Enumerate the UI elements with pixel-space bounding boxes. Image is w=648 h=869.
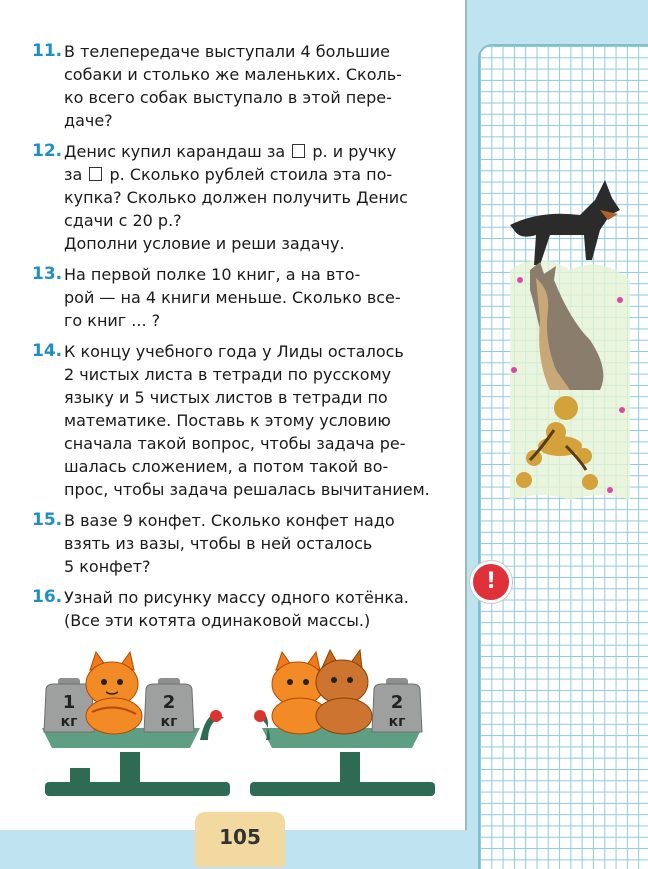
text-part: р. Сколько рублей стоила эта по- [109, 165, 393, 184]
task-13 [32, 263, 442, 332]
text-line: В телепередаче выступали 4 большие [64, 42, 390, 61]
text-line: (Все эти котята одинаковой массы.) [64, 611, 371, 630]
text-line: шалась сложением, а потом такой во- [64, 457, 389, 476]
blank-box [89, 167, 102, 181]
task-number: 11. [32, 41, 63, 61]
doberman-icon [510, 180, 620, 265]
text-line: прос, чтобы задача решалась вычитанием. [64, 480, 430, 499]
text-line: 5 конфет? [64, 557, 151, 576]
text-line: На первой полке 10 книг, а на вто- [64, 265, 361, 284]
weight-unit: кг [160, 714, 178, 730]
text-line: сдачи с 20 р.? [64, 211, 182, 230]
scales-illustration [40, 640, 440, 810]
text-line: купка? Сколько должен получить Денис [64, 188, 408, 207]
right-scale [250, 650, 435, 796]
kitten-icon [86, 652, 142, 734]
text-line: К концу учебного года у Лиды осталось [64, 342, 404, 361]
text-line: 2 чистых листа в тетради по русскому [64, 365, 392, 384]
task-number: 15. [32, 510, 63, 530]
task-text [64, 40, 442, 132]
task-number: 13. [32, 264, 63, 284]
left-scale [42, 652, 230, 796]
task-text [64, 340, 442, 501]
blank-box [292, 144, 305, 158]
kitten-icon [316, 650, 372, 734]
text-line: сначала такой вопрос, чтобы задача ре- [64, 434, 406, 453]
page-number: 105 [195, 812, 285, 867]
weight-value: 1 [62, 692, 76, 713]
task-12 [32, 140, 442, 255]
dogs-illustration [500, 170, 640, 510]
text-line [64, 140, 442, 163]
text-line: В вазе 9 конфет. Сколько конфет надо [64, 511, 395, 530]
task-text [64, 140, 442, 255]
text-line: взять из вазы, чтобы в ней осталось [64, 534, 373, 553]
text-part: за [64, 165, 83, 184]
text-line [64, 163, 442, 186]
text-part: р. и ручку [312, 142, 397, 161]
task-15 [32, 509, 442, 578]
text-line: го книг ... ? [64, 311, 161, 330]
task-number: 14. [32, 341, 63, 361]
weight-unit: кг [388, 714, 406, 730]
text-line: Дополни условие и реши задачу. [64, 234, 345, 253]
weight-value: 2 [390, 692, 404, 713]
task-16 [32, 586, 442, 632]
weight-2kg [144, 678, 194, 732]
task-list [32, 40, 442, 640]
weight-unit: кг [60, 714, 78, 730]
task-11 [32, 40, 442, 132]
text-part: Денис купил карандаш за [64, 142, 286, 161]
task-text [64, 509, 442, 578]
text-line: Узнай по рисунку массу одного котёнка. [64, 588, 409, 607]
task-text [64, 263, 442, 332]
text-line: собаки и столько же маленьких. Сколь- [64, 65, 402, 84]
task-14 [32, 340, 442, 501]
task-number: 16. [32, 587, 63, 607]
weight-value: 2 [162, 692, 176, 713]
attention-icon: ! [470, 561, 512, 603]
text-line: языку и 5 чистых листов в тетради по [64, 388, 388, 407]
text-line: даче? [64, 111, 113, 130]
task-number: 12. [32, 141, 63, 161]
task-text [64, 586, 442, 632]
text-line: математике. Поставь к этому условию [64, 411, 391, 430]
text-line: ко всего собак выступало в этой пере- [64, 88, 392, 107]
text-line: рой — на 4 книги меньше. Сколько все- [64, 288, 401, 307]
weight-2kg [372, 678, 422, 732]
